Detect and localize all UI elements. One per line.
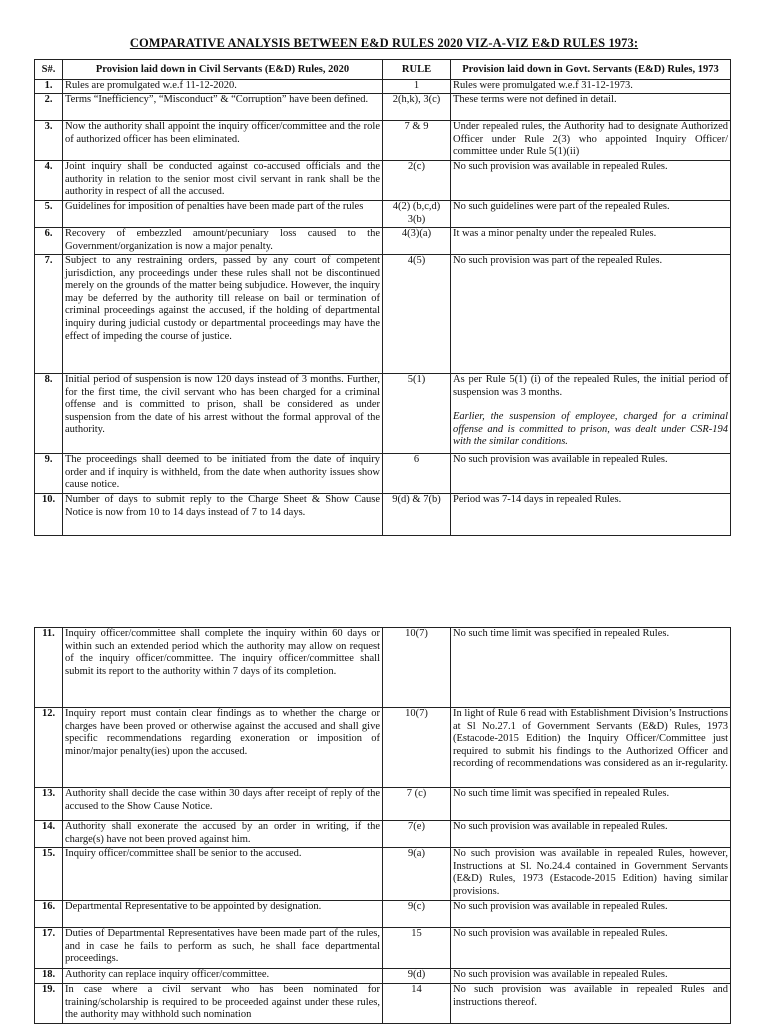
table-row bbox=[35, 121, 731, 161]
rule-reference: 5(1) bbox=[383, 374, 451, 454]
table-row bbox=[35, 228, 731, 255]
table-row bbox=[35, 80, 731, 94]
rule-reference: 4(2) (b,c,d) 3(b) bbox=[383, 201, 451, 228]
table-row bbox=[35, 708, 731, 788]
table-row bbox=[35, 201, 731, 228]
provision-2020: Duties of Departmental Representatives have been made part of the rules, and in case he fails to perform as such, he shall face departmental proceedings. bbox=[63, 928, 383, 969]
provision-1973: No such provision was available in repealed Rules, however, Instructions at Sl. No.24.4 contained in Government Servants (E&D) Rules, 1973 (Estacode-2015 Edition) having similar provisions. bbox=[451, 848, 731, 901]
provision-2020: Inquiry report must contain clear findings as to whether the charge or charges have been proved or otherwise against the accused and shall give specific recommendations regarding exoneration or imposition of minor/major penalty(ies) upon the accused. bbox=[63, 708, 383, 788]
comparison-table-part-1 bbox=[34, 59, 731, 536]
table-row bbox=[35, 788, 731, 821]
table-row bbox=[35, 374, 731, 454]
table-row bbox=[35, 969, 731, 984]
provision-2020: Authority shall exonerate the accused by an order in writing, if the charge(s) have not been proved against him. bbox=[63, 821, 383, 848]
rule-reference: 2(c) bbox=[383, 161, 451, 201]
provision-1973: Rules were promulgated w.e.f 31-12-1973. bbox=[451, 80, 731, 94]
serial-number: 17. bbox=[35, 928, 63, 969]
provision-1973: No such guidelines were part of the repealed Rules. bbox=[451, 201, 731, 228]
provision-2020: Terms “Inefficiency”, “Misconduct” & “Corruption” have been defined. bbox=[63, 94, 383, 121]
provision-2020: Initial period of suspension is now 120 days instead of 3 months. Further, for the first time, the civil servant who has been charged for a criminal offense and is committed to prison, shall be considered as under suspension from the date of his arrest without the formal approval of the authority. bbox=[63, 374, 383, 454]
provision-2020: Recovery of embezzled amount/pecuniary loss caused to the Government/organization is now a major penalty. bbox=[63, 228, 383, 255]
table-row bbox=[35, 94, 731, 121]
table-row bbox=[35, 255, 731, 374]
provision-1973 bbox=[451, 374, 731, 454]
serial-number: 1. bbox=[35, 80, 63, 94]
provision-2020: The proceedings shall deemed to be initiated from the date of inquiry order and if inquiry is withheld, from the date when authority issues show cause notice. bbox=[63, 454, 383, 494]
serial-number: 3. bbox=[35, 121, 63, 161]
serial-number: 19. bbox=[35, 984, 63, 1024]
table-row bbox=[35, 161, 731, 201]
serial-number: 6. bbox=[35, 228, 63, 255]
serial-number: 18. bbox=[35, 969, 63, 984]
provision-1973: No such time limit was specified in repealed Rules. bbox=[451, 788, 731, 821]
rule-reference: 7 (c) bbox=[383, 788, 451, 821]
rule-reference: 7(e) bbox=[383, 821, 451, 848]
provision-2020: Subject to any restraining orders, passed by any court of competent jurisdiction, any proceedings under these rules shall not be discontinued merely on the grounds of the matter being subjudice. However, the inquiry may be deferred by the authority till release on bail or termination of criminal proceedings against the accused, if the holding of departmental inquiry during judicial custody or departmental proceedings may have the effect of impeding the course of justice. bbox=[63, 255, 383, 374]
provision-1973: No such provision was part of the repealed Rules. bbox=[451, 255, 731, 374]
serial-number: 9. bbox=[35, 454, 63, 494]
serial-number: 8. bbox=[35, 374, 63, 454]
comparison-table-part-2 bbox=[34, 627, 731, 1024]
provision-1973: No such provision was available in repealed Rules. bbox=[451, 454, 731, 494]
serial-number: 4. bbox=[35, 161, 63, 201]
rule-reference: 9(c) bbox=[383, 901, 451, 928]
provision-1973: Under repealed rules, the Authority had to designate Authorized Officer under Rule 2(3) who appointed Inquiry Officer/ committee under Rule 5(1)(ii) bbox=[451, 121, 731, 161]
serial-number: 15. bbox=[35, 848, 63, 901]
provision-1973: These terms were not defined in detail. bbox=[451, 94, 731, 121]
page-title: COMPARATIVE ANALYSIS BETWEEN E&D RULES 2020 VIZ-A-VIZ E&D RULES 1973: bbox=[129, 36, 639, 50]
table-row bbox=[35, 901, 731, 928]
rule-reference: 2(h,k), 3(c) bbox=[383, 94, 451, 121]
provision-1973: No such provision was available in repealed Rules. bbox=[451, 161, 731, 201]
header-provision-2020: Provision laid down in Civil Servants (E&D) Rules, 2020 bbox=[63, 60, 383, 80]
serial-number: 2. bbox=[35, 94, 63, 121]
table-row bbox=[35, 848, 731, 901]
rule-reference: 4(3)(a) bbox=[383, 228, 451, 255]
rule-reference: 1 bbox=[383, 80, 451, 94]
serial-number: 12. bbox=[35, 708, 63, 788]
serial-number: 13. bbox=[35, 788, 63, 821]
provision-1973: In light of Rule 6 read with Establishment Division’s Instructions at Sl No.27.1 of Government Servants (E&D) Rules, 1973 (Estacode-2015 Edition) the Inquiry Officer/Committee just required to submit his findings to the Authorized Officer and recording of recommendations was considered as an ir-regularity. bbox=[451, 708, 731, 788]
serial-number: 5. bbox=[35, 201, 63, 228]
provision-1973: It was a minor penalty under the repealed Rules. bbox=[451, 228, 731, 255]
rule-reference: 9(a) bbox=[383, 848, 451, 901]
suspension-text: As per Rule 5(1) (i) of the repealed Rules, the initial period of suspension was 3 months. bbox=[453, 374, 728, 398]
provision-2020: Rules are promulgated w.e.f 11-12-2020. bbox=[63, 80, 383, 94]
provision-1973: No such provision was available in repealed Rules. bbox=[451, 928, 731, 969]
rule-reference: 14 bbox=[383, 984, 451, 1024]
rule-reference: 15 bbox=[383, 928, 451, 969]
header-provision-1973: Provision laid down in Govt. Servants (E&D) Rules, 1973 bbox=[451, 60, 731, 80]
provision-2020: Inquiry officer/committee shall complete the inquiry within 60 days or within such an extended period which the authority may allow on request of the inquiry officer/committee. The inquiry officer/committee shall submit its report to the authority within 7 days of its completion. bbox=[63, 628, 383, 708]
serial-number: 7. bbox=[35, 255, 63, 374]
serial-number: 11. bbox=[35, 628, 63, 708]
provision-2020: Now the authority shall appoint the inquiry officer/committee and the role of authorized officer has been eliminated. bbox=[63, 121, 383, 161]
provision-2020: Authority shall decide the case within 30 days after receipt of reply of the accused to the Show Cause Notice. bbox=[63, 788, 383, 821]
provision-1973: No such provision was available in repealed Rules. bbox=[451, 821, 731, 848]
provision-1973: No such time limit was specified in repealed Rules. bbox=[451, 628, 731, 708]
table-row bbox=[35, 454, 731, 494]
table-row bbox=[35, 984, 731, 1024]
provision-1973: Period was 7-14 days in repealed Rules. bbox=[451, 494, 731, 536]
header-rule: RULE bbox=[383, 60, 451, 80]
rule-reference: 9(d) & 7(b) bbox=[383, 494, 451, 536]
table-row bbox=[35, 928, 731, 969]
table-row bbox=[35, 494, 731, 536]
rule-reference: 7 & 9 bbox=[383, 121, 451, 161]
rule-reference: 10(7) bbox=[383, 708, 451, 788]
rule-reference: 4(5) bbox=[383, 255, 451, 374]
table-row bbox=[35, 821, 731, 848]
serial-number: 16. bbox=[35, 901, 63, 928]
header-serial: S#. bbox=[35, 60, 63, 80]
provision-1973: No such provision was available in repealed Rules. bbox=[451, 969, 731, 984]
rule-reference: 6 bbox=[383, 454, 451, 494]
provision-2020: Number of days to submit reply to the Charge Sheet & Show Cause Notice is now from 10 to 14 days instead of 7 to 14 days. bbox=[63, 494, 383, 536]
table-row bbox=[35, 628, 731, 708]
provision-2020: Joint inquiry shall be conducted against co-accused officials and the authority in relation to the senior most civil servant in rank shall be the authority in respect of all the accused. bbox=[63, 161, 383, 201]
provision-1973: No such provision was available in repealed Rules and instructions thereof. bbox=[451, 984, 731, 1024]
provision-2020: Authority can replace inquiry officer/committee. bbox=[63, 969, 383, 984]
provision-2020: Inquiry officer/committee shall be senior to the accused. bbox=[63, 848, 383, 901]
serial-number: 14. bbox=[35, 821, 63, 848]
provision-1973: No such provision was available in repealed Rules. bbox=[451, 901, 731, 928]
rule-reference: 10(7) bbox=[383, 628, 451, 708]
provision-2020: Departmental Representative to be appointed by designation. bbox=[63, 901, 383, 928]
provision-2020: Guidelines for imposition of penalties have been made part of the rules bbox=[63, 201, 383, 228]
rule-reference: 9(d) bbox=[383, 969, 451, 984]
suspension-note: Earlier, the suspension of employee, charged for a criminal offense and is committed to prison, was dealt under CSR-194 with the similar conditions. bbox=[453, 411, 728, 448]
table-header-row bbox=[35, 60, 731, 80]
serial-number: 10. bbox=[35, 494, 63, 536]
provision-2020: In case where a civil servant who has been nominated for training/scholarship is required to be proceeded against under these rules, the authority may withhold such nomination bbox=[63, 984, 383, 1024]
